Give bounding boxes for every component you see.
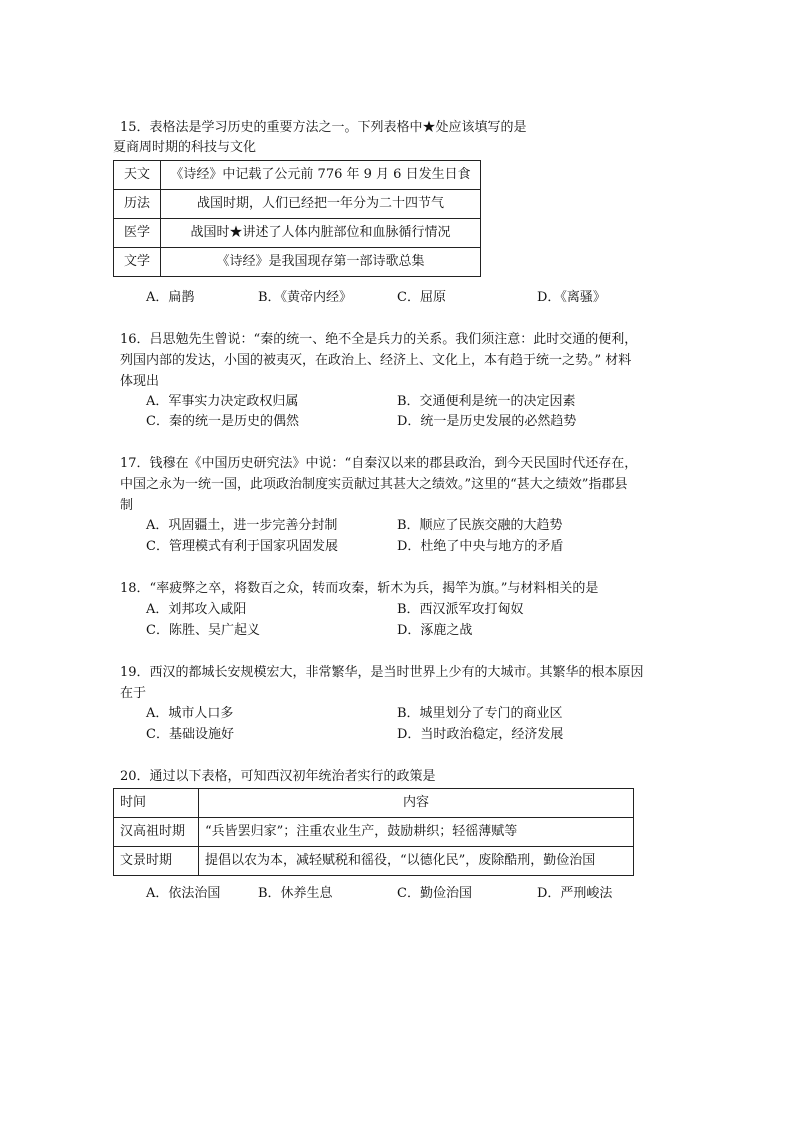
option-b: B．顺应了民族交融的大趋势 (397, 518, 563, 533)
table-header-row (114, 789, 634, 818)
option-c: C．屈原 (397, 290, 446, 305)
table-cell: 医学 (114, 219, 161, 248)
table-cell: 文学 (114, 248, 161, 277)
option-a: A．巩固疆土，进一步完善分封制 (146, 518, 338, 533)
question-15-table (113, 160, 481, 277)
option-a: A．扁鹊 (146, 290, 195, 305)
question-15-table-caption: 夏商周时期的科技与文化 (113, 140, 257, 155)
question-17-line-3: 制 (120, 498, 134, 513)
option-b: B．城里划分了专门的商业区 (397, 706, 563, 721)
option-c: C．陈胜、吴广起义 (146, 623, 260, 638)
table-row (114, 248, 481, 277)
question-18-line-1: 18．“率疲弊之卒，将数百之众，转而攻秦，斩木为兵，揭竿为旗。”与材料相关的是 (120, 581, 599, 596)
option-d: D．杜绝了中央与地方的矛盾 (397, 539, 564, 554)
question-20-table (113, 788, 634, 876)
table-cell: 汉高祖时期 (114, 818, 199, 847)
option-d: D．严刑峻法 (537, 886, 613, 901)
option-b: B．西汉派军攻打匈奴 (397, 602, 524, 617)
question-16-line-1: 16．吕思勉先生曾说：“秦的统一、绝不全是兵力的关系。我们须注意：此时交通的便利， (120, 332, 638, 347)
question-19-line-1: 19．西汉的都城长安规模宏大，非常繁华，是当时世界上少有的大城市。其繁华的根本原因 (120, 665, 644, 680)
option-d: D．涿鹿之战 (397, 623, 473, 638)
option-b: B．交通便利是统一的决定因素 (397, 394, 576, 409)
option-d: D．当时政治稳定，经济发展 (397, 727, 564, 742)
question-19-line-2: 在于 (120, 686, 147, 701)
table-cell: 战国时★讲述了人体内脏部位和血脉循行情况 (161, 219, 481, 248)
option-a: A．军事实力决定政权归属 (146, 394, 299, 409)
option-b: B．《黄帝内经》 (258, 290, 353, 305)
table-row (114, 219, 481, 248)
option-d: D．统一是历史发展的必然趋势 (397, 414, 577, 429)
table-row (114, 161, 481, 190)
question-20-stem: 20．通过以下表格，可知西汉初年统治者实行的政策是 (120, 769, 436, 784)
table-row (114, 818, 634, 847)
table-cell: 天文 (114, 161, 161, 190)
question-17-line-1: 17．钱穆在《中国历史研究法》中说：“自秦汉以来的郡县政治，到今天民国时代还存在， (120, 456, 638, 471)
table-cell: 《诗经》中记载了公元前 776 年 9 月 6 日发生日食 (161, 161, 481, 190)
question-16-line-3: 体现出 (120, 374, 160, 389)
option-c: C．秦的统一是历史的偶然 (146, 414, 299, 429)
question-16-line-2: 列国内部的发达，小国的被夷灭，在政治上、经济上、文化上，本有趋于统一之势。” 材料 (120, 353, 632, 368)
table-cell: 提倡以农为本，减轻赋税和徭役，“以德化民”，废除酷刑，勤俭治国 (199, 847, 634, 876)
question-15-stem: 15．表格法是学习历史的重要方法之一。下列表格中★处应该填写的是 (120, 120, 527, 135)
table-cell: 战国时期，人们已经把一年分为二十四节气 (161, 190, 481, 219)
table-cell: 文景时期 (114, 847, 199, 876)
table-cell: “兵皆罢归家”；注重农业生产，鼓励耕织；轻徭薄赋等 (199, 818, 634, 847)
option-c: C．基础设施好 (146, 727, 234, 742)
table-row (114, 190, 481, 219)
question-17-line-2: 中国之永为一统一国，此项政治制度实贡献过其甚大之绩效。”这里的“甚大之绩效”指郡县 (120, 477, 628, 492)
option-b: B．休养生息 (258, 886, 333, 901)
table-row (114, 847, 634, 876)
option-a: A．依法治国 (146, 886, 221, 901)
table-cell: 《诗经》是我国现存第一部诗歌总集 (161, 248, 481, 277)
table-header-cell: 内容 (199, 789, 634, 818)
table-header-cell: 时间 (114, 789, 199, 818)
table-cell: 历法 (114, 190, 161, 219)
option-a: A．城市人口多 (146, 706, 234, 721)
option-d: D．《离骚》 (537, 290, 606, 305)
option-c: C．管理模式有利于国家巩固发展 (146, 539, 338, 554)
option-a: A．刘邦攻入咸阳 (146, 602, 247, 617)
option-c: C．勤俭治国 (397, 886, 472, 901)
